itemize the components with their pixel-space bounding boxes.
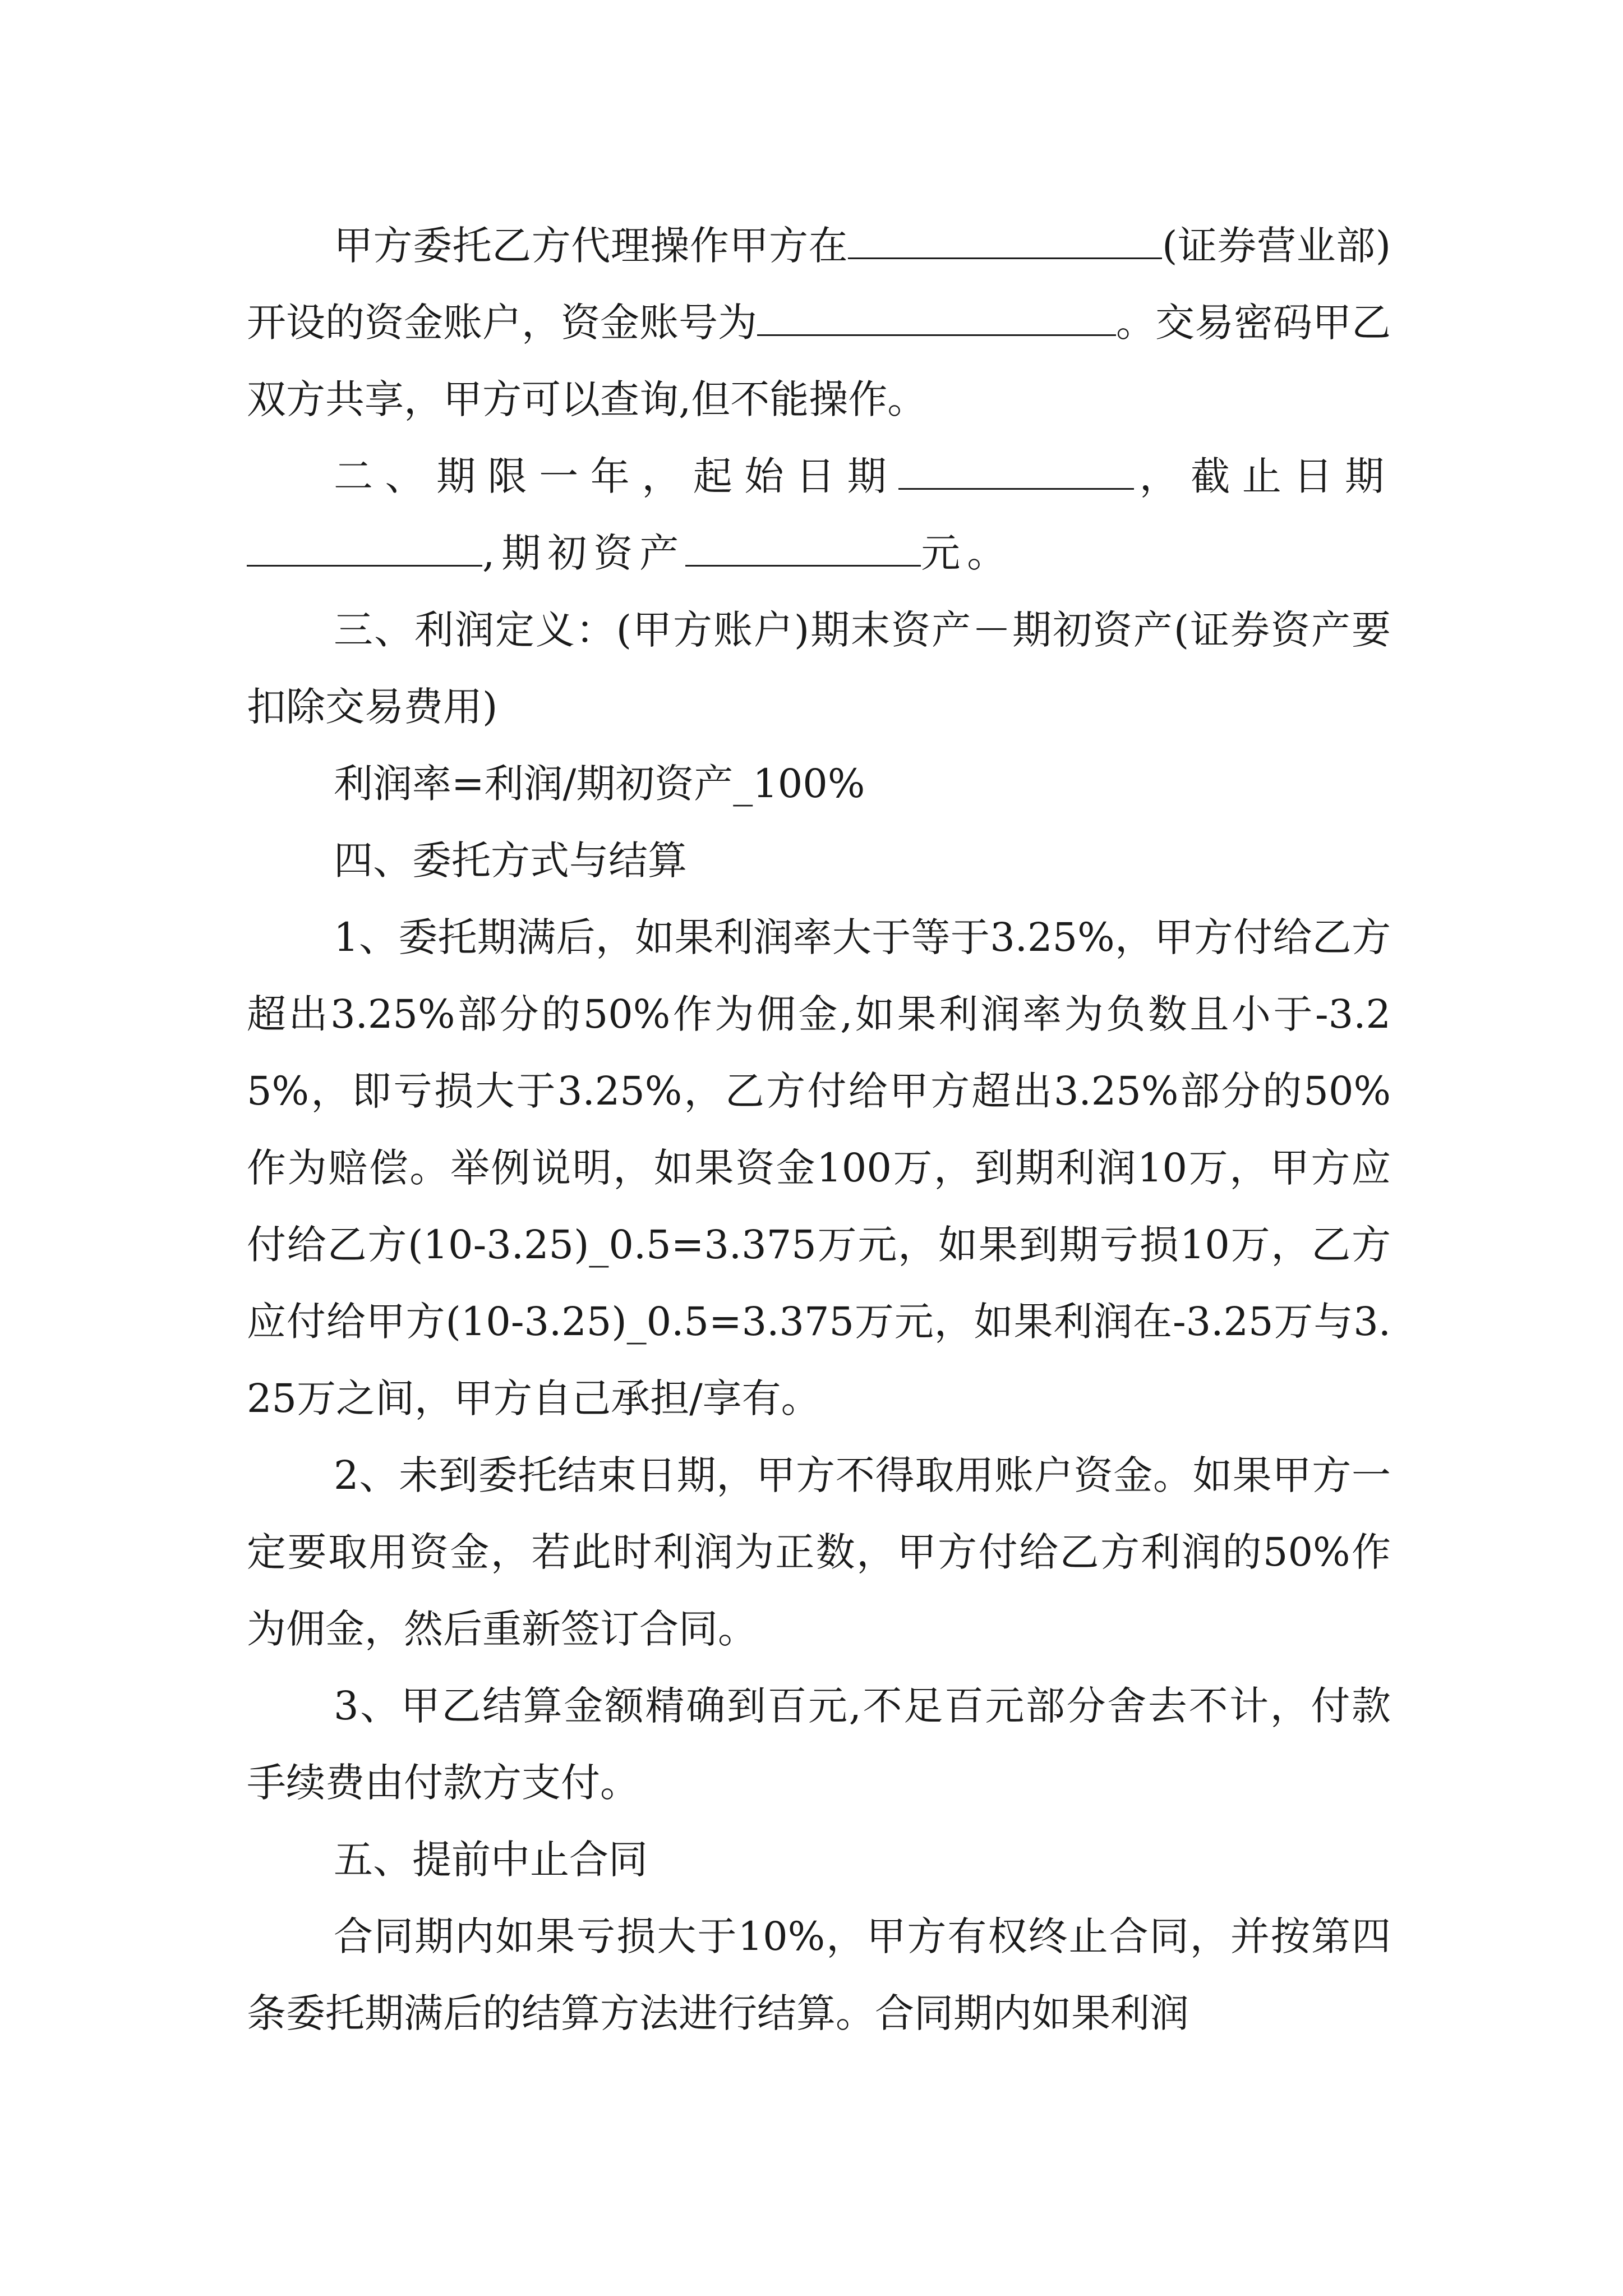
end-date-blank: [247, 528, 482, 567]
term-text-3: ,期初资产: [482, 530, 686, 576]
section-heading-settlement: 四、委托方式与结算: [334, 838, 687, 884]
paragraph-profit-definition: 三、利润定义：(甲方账户)期末资产－期初资产(证券资产要扣除交易费用): [247, 607, 1391, 730]
term-text-1: 二、期限一年，起始日期: [334, 453, 899, 499]
account-text-1: 甲方委托乙方代理操作甲方在: [334, 223, 849, 269]
paragraph-clause-2: 2、未到委托结束日期，甲方不得取用账户资金。如果甲方一定要取用资金，若此时利润为正数，甲方付给乙方利润的50%作为佣金，然后重新签订合同。: [247, 1452, 1391, 1652]
paragraph-profit-rate: 利润率=利润/期初资产_100%: [334, 761, 865, 807]
section-heading-termination: 五、提前中止合同: [334, 1837, 648, 1883]
paragraph-term: [247, 438, 1391, 592]
term-text-4: 元。: [921, 530, 1013, 576]
initial-assets-blank: [685, 528, 921, 567]
paragraph-clause-1: 1、委托期满后，如果利润率大于等于3.25%，甲方付给乙方超出3.25%部分的50%作为佣金,如果利润率为负数且小于-3.25%，即亏损大于3.25%，乙方付给甲方超出3.25%部分的50%作为赔偿。举例说明，如果资金100万，到期利润10万，甲方应付给乙方(10-3.25)_0.5=3.375万元，如果到期亏损10万，乙方应付给甲方(10-3.25)_0.5=3.375万元，如果利润在-3.25万与3.25万之间，甲方自己承担/享有。: [247, 914, 1391, 1421]
account-number-blank: [757, 297, 1116, 337]
paragraph-clause-3: 3、甲乙结算金额精确到百元,不足百元部分舍去不计，付款手续费由付款方支付。: [247, 1683, 1391, 1806]
paragraph-termination: 合同期内如果亏损大于10%，甲方有权终止合同，并按第四条委托期满后的结算方法进行结算。合同期内如果利润: [247, 1913, 1391, 2036]
account-text-3: 。交易密码甲乙双方共享，甲方可以查询,但不能操作。: [247, 300, 1391, 422]
term-text-2: ，截止日期: [1134, 453, 1391, 499]
start-date-blank: [898, 451, 1134, 490]
securities-office-blank: [848, 220, 1162, 260]
paragraph-account: [247, 208, 1391, 438]
account-text-2: (证券营业部)开设的资金账户，资金账号为: [247, 223, 1391, 346]
document-page: [247, 208, 1391, 2052]
